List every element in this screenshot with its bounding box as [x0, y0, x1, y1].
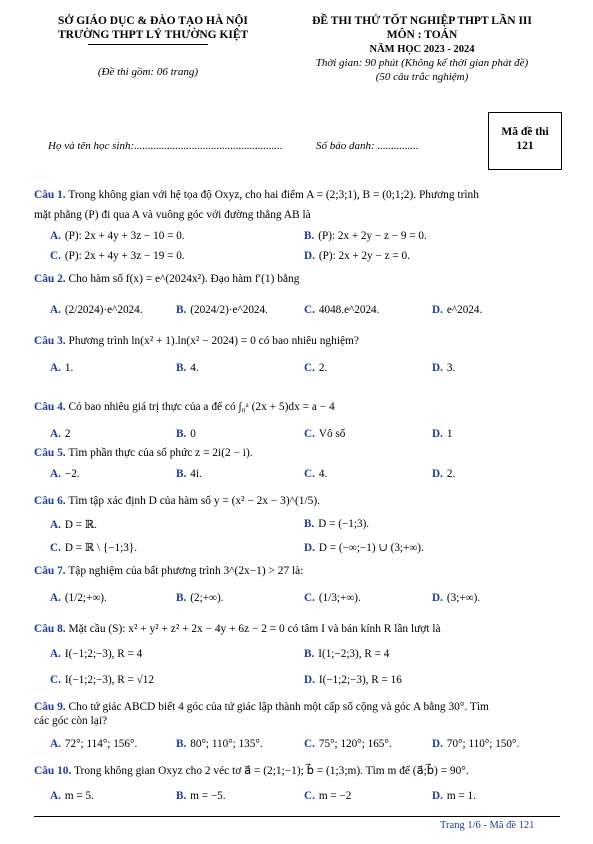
question-number: Câu 10. — [34, 765, 72, 777]
q1-option-c: C. (P): 2x + 4y + 3z − 19 = 0. — [50, 250, 185, 262]
question-text: Trong không gian với hệ tọa độ Oxyz, cho hai điểm A = (2;3;1), B = (0;1;2). Phương trình — [68, 189, 479, 201]
question-9-continued: các góc còn lại? — [34, 715, 108, 727]
question-count: (50 câu trắc nghiệm) — [375, 71, 469, 83]
exam-code-box — [488, 112, 562, 170]
candidate-number-field: Số báo danh: ............... — [316, 140, 419, 152]
q4-option-b: B. 0 — [176, 428, 196, 440]
q2-option-c: C. 4048.e^2024. — [304, 304, 380, 316]
q10-option-b: B. m = −5. — [176, 790, 226, 802]
q10-option-c: C. m = −2 — [304, 790, 352, 802]
question-text: Tìm phần thực của số phức z = 2i(2 − i). — [68, 447, 253, 459]
question-number: Câu 8. — [34, 623, 66, 635]
q2-option-a: A. (2/2024)·e^2024. — [50, 304, 143, 316]
q4-option-d: D. 1 — [432, 428, 453, 440]
question-number: Câu 9. — [34, 701, 66, 713]
q7-option-a: A. (1/2;+∞). — [50, 592, 107, 604]
footer-divider — [34, 816, 560, 817]
q5-option-d: D. 2. — [432, 468, 456, 480]
q1-option-d: D. (P): 2x + 2y − z = 0. — [304, 250, 410, 262]
q6-option-d: D. D = (−∞;−1) ∪ (3;+∞). — [304, 542, 424, 554]
q8-option-b: B. I(1;−2;3), R = 4 — [304, 648, 390, 660]
q2-option-b: B. (2024/2)·e^2024. — [176, 304, 268, 316]
question-1-continued: mặt phẳng (P) đi qua A và vuông góc với đường thẳng AB là — [34, 209, 311, 221]
q3-option-b: B. 4. — [176, 362, 199, 374]
q9-option-b: B. 80°; 110°; 135°. — [176, 738, 263, 750]
exam-time: Thời gian: 90 phút (Không kể thời gian phát đề) — [315, 57, 529, 69]
question-text: Mặt cầu (S): x² + y² + z² + 2x − 4y + 6z − 2 = 0 có tâm I và bán kính R lần lượt là — [68, 623, 441, 635]
question-number: Câu 4. — [34, 401, 66, 413]
question-text: Có bao nhiêu giá trị thực của a để có ∫₀ᵃ (2x + 5)dx = a − 4 — [68, 401, 335, 413]
q7-option-b: B. (2;+∞). — [176, 592, 224, 604]
question-number: Câu 1. — [34, 189, 66, 201]
header-divider-left — [88, 44, 208, 45]
exam-title: ĐỀ THI THỬ TỐT NGHIỆP THPT LẦN III — [312, 15, 532, 27]
q9-option-d: D. 70°; 110°; 150°. — [432, 738, 520, 750]
q9-option-c: C. 75°; 120°; 165°. — [304, 738, 392, 750]
q7-option-c: C. (1/3;+∞). — [304, 592, 361, 604]
question-number: Câu 3. — [34, 335, 66, 347]
school-name: TRƯỜNG THPT LÝ THƯỜNG KIỆT — [58, 29, 249, 41]
question-text: Tập nghiệm của bất phương trình 3^(2x−1) > 27 là: — [68, 565, 304, 577]
question-4 — [34, 400, 335, 414]
question-text: Trong không gian Oxyz cho 2 véc tơ a⃗ = (2;1;−1); b⃗ = (1;3;m). Tìm m để (a⃗;b⃗) = 90°. — [74, 765, 469, 777]
q3-option-d: D. 3. — [432, 362, 456, 374]
exam-code-value: 121 — [516, 140, 534, 152]
q8-option-c: C. I(−1;2;−3), R = √12 — [50, 674, 154, 686]
q3-option-a: A. 1. — [50, 362, 74, 374]
q1-option-b: B. (P): 2x + 2y − z − 9 = 0. — [304, 230, 427, 242]
question-text: Tìm tập xác định D của hàm số y = (x² − 2x − 3)^(1/5). — [68, 495, 320, 507]
question-2 — [34, 272, 299, 286]
q1-option-a: A. (P): 2x + 4y + 3z − 10 = 0. — [50, 230, 185, 242]
question-6 — [34, 494, 320, 508]
q6-option-b: B. D = (−1;3). — [304, 518, 370, 530]
school-year: NĂM HỌC 2023 - 2024 — [369, 44, 475, 55]
question-5 — [34, 446, 253, 460]
q9-option-a: A. 72°; 114°; 156°. — [50, 738, 138, 750]
q10-option-d: D. m = 1. — [432, 790, 476, 802]
page-footer: Trang 1/6 - Mã đề 121 — [440, 820, 535, 831]
subject: MÔN : TOÁN — [386, 29, 458, 41]
question-text: Cho tứ giác ABCD biết 4 góc của tứ giác lập thành một cấp số cộng và góc A bằng 30°. Tìm — [68, 701, 489, 713]
page-count-note: (Đề thi gồm: 06 trang) — [97, 66, 199, 78]
q7-option-d: D. (3;+∞). — [432, 592, 481, 604]
question-7 — [34, 564, 303, 578]
question-8 — [34, 622, 441, 636]
student-name-field: Họ và tên học sinh:...................................................... — [48, 140, 283, 152]
q8-option-d: D. I(−1;2;−3), R = 16 — [304, 674, 402, 686]
q4-option-c: C. Vô số — [304, 428, 346, 440]
q10-option-a: A. m = 5. — [50, 790, 94, 802]
q8-option-a: A. I(−1;2;−3), R = 4 — [50, 648, 143, 660]
exam-code-label: Mã đề thi — [501, 126, 549, 138]
q5-option-c: C. 4. — [304, 468, 328, 480]
question-3 — [34, 334, 359, 348]
question-1 — [34, 188, 479, 202]
question-10 — [34, 764, 469, 778]
question-number: Câu 2. — [34, 273, 66, 285]
q5-option-b: B. 4i. — [176, 468, 202, 480]
q2-option-d: D. e^2024. — [432, 304, 483, 316]
question-text: Cho hàm số f(x) = e^(2024x²). Đạo hàm f′(1) bằng — [68, 273, 300, 285]
question-number: Câu 7. — [34, 565, 66, 577]
q6-option-a: A. D = ℝ. — [50, 519, 97, 531]
q5-option-a: A. −2. — [50, 468, 80, 480]
department-name: SỞ GIÁO DỤC & ĐÀO TẠO HÀ NỘI — [58, 15, 248, 27]
q3-option-c: C. 2. — [304, 362, 328, 374]
question-9 — [34, 700, 489, 714]
q6-option-c: C. D = ℝ \ {−1;3}. — [50, 542, 138, 554]
question-number: Câu 6. — [34, 495, 66, 507]
question-number: Câu 5. — [34, 447, 66, 459]
question-text: Phương trình ln(x² + 1).ln(x² − 2024) = 0 có bao nhiêu nghiệm? — [68, 335, 359, 347]
q4-option-a: A. 2 — [50, 428, 71, 440]
